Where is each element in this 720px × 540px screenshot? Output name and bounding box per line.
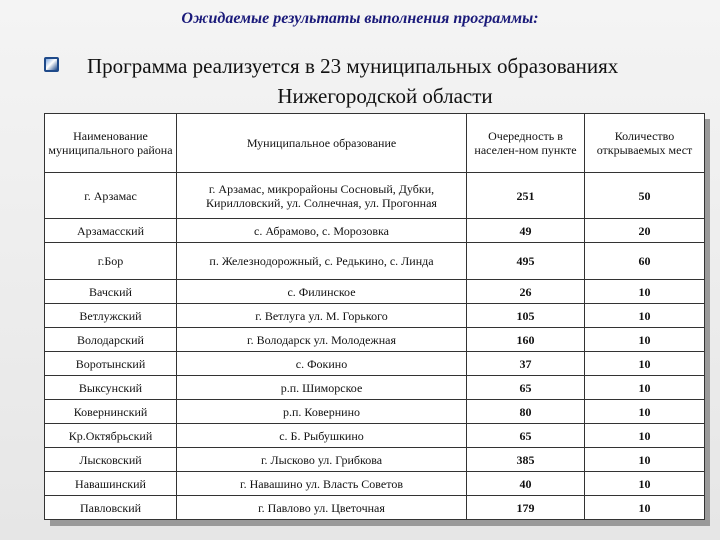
cell-places: 10 (585, 280, 705, 304)
cell-municipality: п. Железнодорожный, с. Редькино, с. Линда (177, 243, 467, 280)
cell-district: Лысковский (45, 448, 177, 472)
cell-queue: 105 (467, 304, 585, 328)
cell-queue: 385 (467, 448, 585, 472)
cell-places: 10 (585, 328, 705, 352)
cell-municipality: р.п. Ковернино (177, 400, 467, 424)
header-district: Наименование муниципального района (45, 114, 177, 173)
cell-municipality: с. Фокино (177, 352, 467, 376)
table-row (45, 304, 705, 328)
cell-district: Ветлужский (45, 304, 177, 328)
table-row (45, 448, 705, 472)
cell-places: 10 (585, 304, 705, 328)
cell-district: г. Арзамас (45, 173, 177, 219)
cell-municipality: г. Навашино ул. Власть Советов (177, 472, 467, 496)
cell-municipality: р.п. Шиморское (177, 376, 467, 400)
cell-district: Навашинский (45, 472, 177, 496)
cell-queue: 65 (467, 376, 585, 400)
cell-municipality: с. Филинское (177, 280, 467, 304)
cell-places: 20 (585, 219, 705, 243)
header-queue: Очередность в населен-ном пункте (467, 114, 585, 173)
cell-places: 10 (585, 376, 705, 400)
cell-district: Вачский (45, 280, 177, 304)
cell-queue: 251 (467, 173, 585, 219)
cell-municipality: г. Павлово ул. Цветочная (177, 496, 467, 520)
cell-queue: 49 (467, 219, 585, 243)
cell-places: 10 (585, 472, 705, 496)
cell-queue: 26 (467, 280, 585, 304)
cell-places: 10 (585, 400, 705, 424)
cell-municipality: г. Арзамас, микрорайоны Сосновый, Дубки, Кирилловский, ул. Солнечная, ул. Прогонная (177, 173, 467, 219)
cell-district: Кр.Октябрьский (45, 424, 177, 448)
cell-queue: 80 (467, 400, 585, 424)
cell-queue: 40 (467, 472, 585, 496)
table-row (45, 352, 705, 376)
cell-municipality: г. Ветлуга ул. М. Горького (177, 304, 467, 328)
cell-district: г.Бор (45, 243, 177, 280)
cell-municipality: г. Лысково ул. Грибкова (177, 448, 467, 472)
cell-district: Выксунский (45, 376, 177, 400)
subtitle-line1: Программа реализуется в 23 муниципальных образованиях (87, 54, 619, 78)
cell-district: Арзамасский (45, 219, 177, 243)
header-places: Количество открываемых мест (585, 114, 705, 173)
cell-places: 60 (585, 243, 705, 280)
cell-district: Ковернинский (45, 400, 177, 424)
header-municipality: Муниципальное образование (177, 114, 467, 173)
cell-places: 10 (585, 424, 705, 448)
cell-queue: 65 (467, 424, 585, 448)
cell-district: Воротынский (45, 352, 177, 376)
table-row (45, 496, 705, 520)
table-row (45, 376, 705, 400)
cell-district: Павловский (45, 496, 177, 520)
table-row (45, 280, 705, 304)
checkbox-bullet-icon (44, 57, 59, 72)
table-header-row (45, 114, 705, 173)
cell-places: 50 (585, 173, 705, 219)
cell-queue: 179 (467, 496, 585, 520)
slide-title: Ожидаемые результаты выполнения программы: (181, 10, 539, 27)
cell-queue: 160 (467, 328, 585, 352)
table-row (45, 424, 705, 448)
table-row (45, 472, 705, 496)
cell-queue: 495 (467, 243, 585, 280)
cell-queue: 37 (467, 352, 585, 376)
subtitle-line2: Нижегородской области (277, 84, 493, 108)
cell-places: 10 (585, 352, 705, 376)
cell-municipality: с. Б. Рыбушкино (177, 424, 467, 448)
cell-municipality: г. Володарск ул. Молодежная (177, 328, 467, 352)
cell-places: 10 (585, 496, 705, 520)
table-row (45, 400, 705, 424)
table-row (45, 173, 705, 219)
cell-places: 10 (585, 448, 705, 472)
cell-district: Володарский (45, 328, 177, 352)
table-row (45, 243, 705, 280)
results-table-container (44, 113, 704, 520)
table-row (45, 328, 705, 352)
cell-municipality: с. Абрамово, с. Морозовка (177, 219, 467, 243)
table-row (45, 219, 705, 243)
results-table (44, 113, 705, 520)
